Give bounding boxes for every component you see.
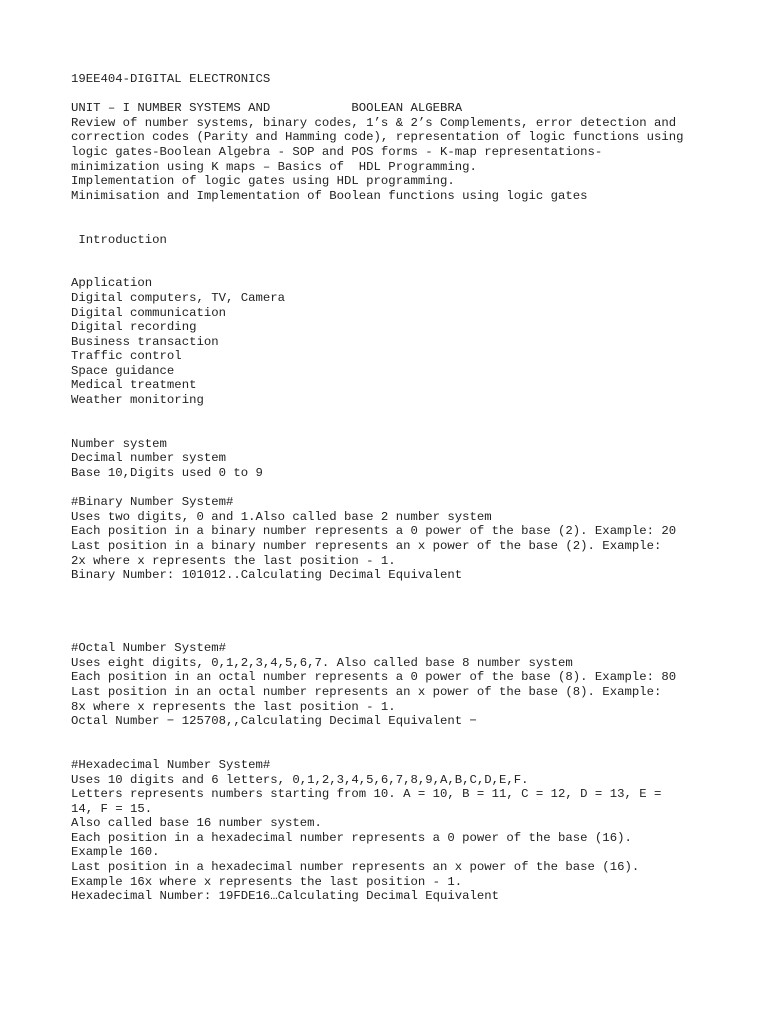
introduction-heading: Introduction [71,232,167,247]
application-item: Business transaction [71,334,219,349]
spacer [71,218,731,233]
application-item: Digital recording [71,320,197,335]
spacer [71,422,731,437]
octal-line: Each position in an octal number represents a 0 power of the base (8). Example: 80 [71,670,677,685]
hexadecimal-line: Also called base 16 number system. [71,816,322,831]
hexadecimal-line: 14, F = 15. [71,801,153,816]
syllabus-line: correction codes (Parity and Hamming code), representation of logic functions using [71,130,684,145]
binary-line: Each position in a binary number represents a 0 power of the base (2). Example: 20 [71,524,677,539]
spacer [71,262,731,277]
spacer [71,729,731,744]
spacer [71,481,731,496]
octal-line: 8x where x represents the last position - 1. [71,699,396,714]
binary-heading: #Binary Number System# [71,495,234,510]
octal-line: Octal Number − 125708,,Calculating Decimal Equivalent − [71,714,477,729]
spacer [71,612,731,627]
hexadecimal-line: Letters represents numbers starting from 10. A = 10, B = 11, C = 12, D = 13, E = [71,787,662,802]
application-item: Weather monitoring [71,393,204,408]
unit-heading: UNIT – I NUMBER SYSTEMS AND BOOLEAN ALGEBRA [71,101,463,116]
decimal-base: Base 10,Digits used 0 to 9 [71,466,263,481]
spacer [71,203,731,218]
spacer [71,743,731,758]
course-code: 19EE404-DIGITAL ELECTRONICS [71,72,271,86]
syllabus-line: Review of number systems, binary codes, 1’s & 2’s Complements, error detection and [71,115,677,130]
binary-line: Uses two digits, 0 and 1.Also called base 2 number system [71,509,492,524]
number-system-heading: Number system [71,436,167,451]
hexadecimal-line: Uses 10 digits and 6 letters, 0,1,2,3,4,5,6,7,8,9,A,B,C,D,E,F. [71,772,529,787]
hexadecimal-line: Example 160. [71,845,160,860]
application-item: Traffic control [71,349,182,364]
octal-line: Uses eight digits, 0,1,2,3,4,5,6,7. Also called base 8 number system [71,655,573,670]
binary-line: 2x where x represents the last position - 1. [71,553,396,568]
spacer [71,247,731,262]
hexadecimal-line: Hexadecimal Number: 19FDE16…Calculating Decimal Equivalent [71,889,500,904]
octal-heading: #Octal Number System# [71,641,226,656]
syllabus-line: minimization using K maps – Basics of HDL Programming. [71,159,477,174]
syllabus-line: Implementation of logic gates using HDL programming. [71,174,455,189]
octal-line: Last position in an octal number represents an x power of the base (8). Example: [71,684,662,699]
application-heading: Application [71,276,153,291]
hexadecimal-line: Last position in a hexadecimal number represents an x power of the base (16). [71,860,640,875]
binary-line: Last position in a binary number represents an x power of the base (2). Example: [71,539,662,553]
syllabus-line: Minimisation and Implementation of Boolean functions using logic gates [71,188,588,203]
spacer [71,408,731,423]
binary-line: Binary Number: 101012..Calculating Decimal Equivalent [71,568,463,583]
spacer [71,597,731,612]
hexadecimal-heading: #Hexadecimal Number System# [71,757,271,772]
hexadecimal-line: Each position in a hexadecimal number represents a 0 power of the base (16). [71,830,632,845]
application-item: Space guidance [71,363,175,378]
application-item: Digital computers, TV, Camera [71,290,286,305]
syllabus-line: logic gates-Boolean Algebra - SOP and POS forms - K-map representations- [71,144,603,159]
hexadecimal-line: Example 16x where x represents the last position - 1. [71,874,463,889]
spacer [71,627,731,642]
application-item: Medical treatment [71,378,197,393]
application-item: Digital communication [71,305,226,320]
spacer [71,583,731,598]
document-page [71,72,731,904]
decimal-heading: Decimal number system [71,451,226,466]
spacer [71,87,731,102]
